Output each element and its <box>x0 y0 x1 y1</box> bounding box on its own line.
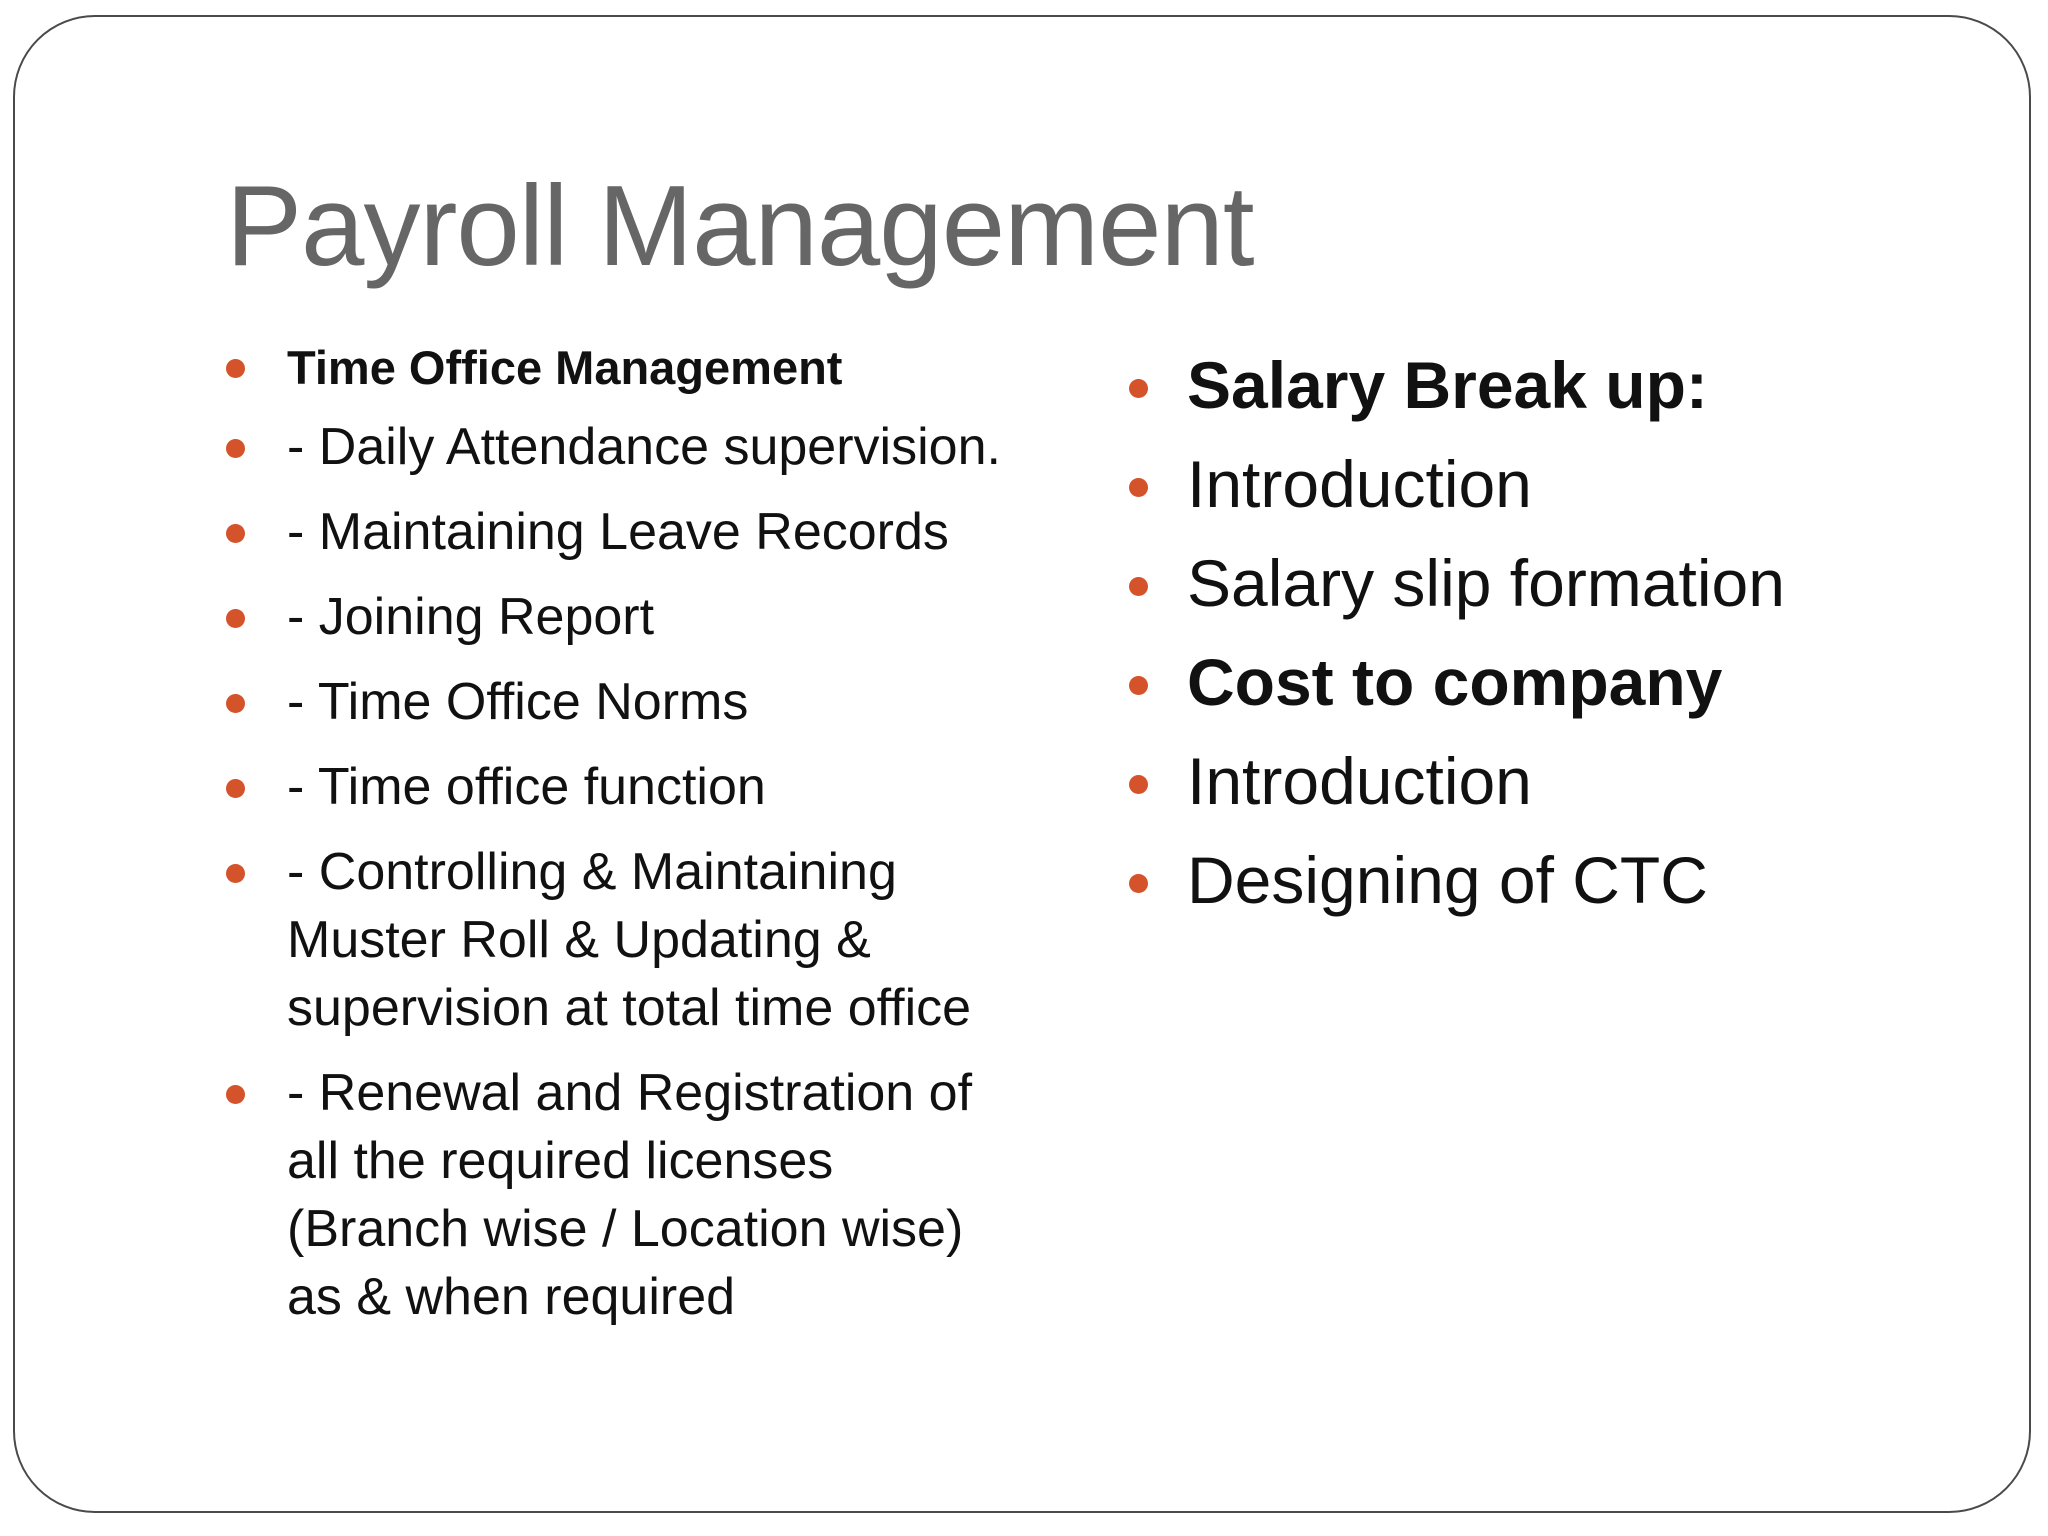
list-item-text: - Joining Report <box>287 588 655 646</box>
list-item-text: - Daily Attendance supervision. <box>287 418 1001 476</box>
list-item-text: Designing of CTC <box>1187 843 1708 917</box>
list-item-text: Cost to company <box>1187 645 1723 719</box>
list-item-text: Time Office Management <box>287 341 843 394</box>
list-item <box>226 753 1026 821</box>
list-item <box>226 838 1026 1042</box>
list-item <box>1129 336 2009 435</box>
list-item-text: - Renewal and Registration of all the required licenses (Branch wise / Location wise) as & when required <box>287 1064 973 1326</box>
bullet-dot-icon <box>226 609 245 628</box>
list-item-text: - Time Office Norms <box>287 673 749 731</box>
bullet-dot-icon <box>226 439 245 458</box>
bullet-dot-icon <box>1129 577 1148 596</box>
list-item <box>1129 831 2009 930</box>
bullet-dot-icon <box>226 864 245 883</box>
bullet-dot-icon <box>226 779 245 798</box>
list-item <box>226 498 1026 566</box>
left-bullet-list <box>226 335 1026 1348</box>
list-item <box>226 335 1026 401</box>
list-item <box>1129 633 2009 732</box>
list-item <box>226 1059 1026 1331</box>
bullet-dot-icon <box>226 694 245 713</box>
slide-title: Payroll Management <box>226 163 1254 290</box>
bullet-dot-icon <box>226 524 245 543</box>
bullet-dot-icon <box>1129 478 1148 497</box>
list-item <box>1129 435 2009 534</box>
list-item <box>1129 534 2009 633</box>
bullet-dot-icon <box>226 1085 245 1104</box>
list-item <box>226 583 1026 651</box>
list-item-text: - Maintaining Leave Records <box>287 503 949 561</box>
list-item-text: Salary Break up: <box>1187 348 1708 422</box>
bullet-dot-icon <box>226 359 245 378</box>
list-item-text: - Time office function <box>287 758 766 816</box>
list-item-text: - Controlling & Maintaining Muster Roll & Updating & supervision at total time office <box>287 843 972 1037</box>
bullet-dot-icon <box>1129 676 1148 695</box>
bullet-dot-icon <box>1129 874 1148 893</box>
list-item <box>226 668 1026 736</box>
bullet-dot-icon <box>1129 775 1148 794</box>
list-item-text: Salary slip formation <box>1187 546 1785 620</box>
bullet-dot-icon <box>1129 379 1148 398</box>
list-item <box>226 413 1026 481</box>
right-bullet-list <box>1129 336 2009 930</box>
list-item-text: Introduction <box>1187 744 1532 818</box>
list-item-text: Introduction <box>1187 447 1532 521</box>
list-item <box>1129 732 2009 831</box>
